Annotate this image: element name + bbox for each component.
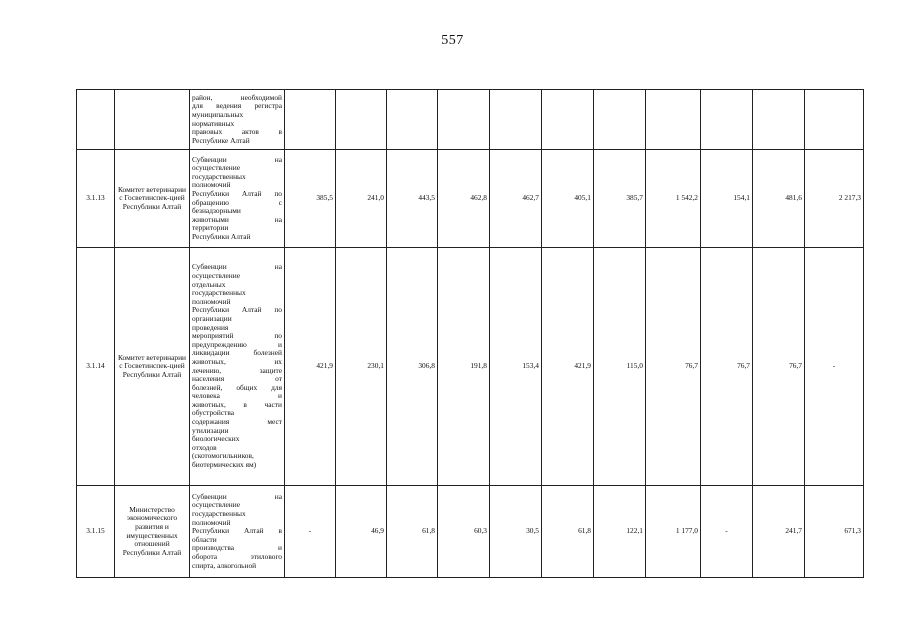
description-line: (скотомогильников, <box>192 451 254 461</box>
value-cell <box>490 90 542 150</box>
value-cell: 306,8 <box>387 248 438 486</box>
table-row <box>77 486 864 578</box>
table-body <box>77 90 864 578</box>
description-line: территории <box>192 223 229 233</box>
value-cell: 115,0 <box>594 248 646 486</box>
description-line: животных, их <box>192 356 282 366</box>
description-line: обращению с <box>192 197 282 207</box>
description-line: безнадзорными <box>192 206 241 216</box>
description-line: полномочий <box>192 517 231 527</box>
value-cell: 230,1 <box>336 248 387 486</box>
description-line: Республики Алтай по <box>192 305 282 315</box>
description-line: человека и <box>192 391 282 401</box>
value-cell <box>285 90 336 150</box>
value-cell: 60,3 <box>438 486 490 578</box>
row-code: 3.1.14 <box>77 248 115 486</box>
row-organization <box>115 90 190 150</box>
description-line: район, необходимой <box>192 92 282 102</box>
value-cell <box>336 90 387 150</box>
row-code <box>77 90 115 150</box>
description-line: производства и <box>192 543 282 553</box>
value-cell <box>387 90 438 150</box>
description-line: государственных <box>192 509 246 519</box>
value-cell: 385,7 <box>594 150 646 248</box>
description-line: отходов <box>192 442 217 452</box>
value-cell: 76,7 <box>701 248 753 486</box>
description-line: полномочий <box>192 296 231 306</box>
description-line: отдельных <box>192 279 226 289</box>
description-line: Субвенции на <box>192 154 282 164</box>
row-description <box>190 486 285 578</box>
value-cell <box>438 90 490 150</box>
description-line: нормативных <box>192 118 235 128</box>
value-cell <box>594 90 646 150</box>
description-line: государственных <box>192 288 246 298</box>
description-line: области <box>192 534 217 544</box>
budget-table <box>76 89 864 578</box>
value-cell <box>701 90 753 150</box>
description-line: обустройства <box>192 408 234 418</box>
value-cell: - <box>805 248 864 486</box>
description-line: биологических <box>192 434 240 444</box>
description-line: осуществление <box>192 270 240 280</box>
description-line: мероприятий по <box>192 331 282 341</box>
value-cell: 76,7 <box>646 248 701 486</box>
value-cell: 1 177,0 <box>646 486 701 578</box>
value-cell: 61,8 <box>542 486 594 578</box>
value-cell: 30,5 <box>490 486 542 578</box>
description-line: Субвенции на <box>192 262 282 272</box>
description-line: населения от <box>192 374 282 384</box>
value-cell: 241,0 <box>336 150 387 248</box>
description-line: полномочий <box>192 180 231 190</box>
value-cell: 462,7 <box>490 150 542 248</box>
value-cell: 385,5 <box>285 150 336 248</box>
description-line: организации <box>192 313 232 323</box>
description-line: биотермических ям) <box>192 460 257 470</box>
description-line: спирта, алкогольной <box>192 560 257 570</box>
description-line: утилизации <box>192 425 229 435</box>
description-line: муниципальных <box>192 109 244 119</box>
value-cell <box>753 90 805 150</box>
page-number: 557 <box>441 33 464 48</box>
value-cell: 61,8 <box>387 486 438 578</box>
description-line: животными на <box>192 214 282 224</box>
description-line: Субвенции на <box>192 491 282 501</box>
description-line: Республики Алтай по <box>192 188 282 198</box>
value-cell: 671,3 <box>805 486 864 578</box>
row-organization: Комитет ветеринарии с Госветинспек-цией Республики Алтай <box>115 248 190 486</box>
description-line: для ведения регистра <box>192 101 282 111</box>
table-row <box>77 90 864 150</box>
description-line: государственных <box>192 171 246 181</box>
row-code: 3.1.13 <box>77 150 115 248</box>
value-cell: 1 542,2 <box>646 150 701 248</box>
description-line: Республики Алтай <box>192 231 251 241</box>
row-code: 3.1.15 <box>77 486 115 578</box>
table-row <box>77 248 864 486</box>
description-line: лечению, защите <box>192 365 282 375</box>
description-line: Республики Алтай в <box>192 526 282 536</box>
value-cell: 76,7 <box>753 248 805 486</box>
row-organization: Министерство экономического развития и имущественных отношений Республики Алтай <box>115 486 190 578</box>
description-line: Республике Алтай <box>192 135 250 145</box>
value-cell <box>542 90 594 150</box>
description-line: правовых актов в <box>192 127 282 137</box>
value-cell: 122,1 <box>594 486 646 578</box>
value-cell <box>646 90 701 150</box>
value-cell: - <box>285 486 336 578</box>
value-cell <box>805 90 864 150</box>
value-cell: 421,9 <box>542 248 594 486</box>
row-description <box>190 90 285 150</box>
value-cell: 153,4 <box>490 248 542 486</box>
description-line: ликвидации болезней <box>192 348 282 358</box>
description-line: содержания мест <box>192 417 282 427</box>
table-row <box>77 150 864 248</box>
value-cell: 421,9 <box>285 248 336 486</box>
value-cell: 2 217,3 <box>805 150 864 248</box>
description-line: оборота этилового <box>192 551 282 561</box>
value-cell: 241,7 <box>753 486 805 578</box>
description-line: осуществление <box>192 163 240 173</box>
description-line: предупреждению и <box>192 339 282 349</box>
description-line: животных, в части <box>192 399 282 409</box>
value-cell: 462,8 <box>438 150 490 248</box>
row-description <box>190 150 285 248</box>
value-cell: 405,1 <box>542 150 594 248</box>
value-cell: 46,9 <box>336 486 387 578</box>
value-cell: 481,6 <box>753 150 805 248</box>
value-cell: 154,1 <box>701 150 753 248</box>
value-cell: - <box>701 486 753 578</box>
row-organization: Комитет ветеринарии с Госветинспек-цией Республики Алтай <box>115 150 190 248</box>
description-line: проведения <box>192 322 229 332</box>
description-line: болезней, общих для <box>192 382 282 392</box>
row-description <box>190 248 285 486</box>
description-line: осуществление <box>192 500 240 510</box>
value-cell: 443,5 <box>387 150 438 248</box>
value-cell: 191,8 <box>438 248 490 486</box>
